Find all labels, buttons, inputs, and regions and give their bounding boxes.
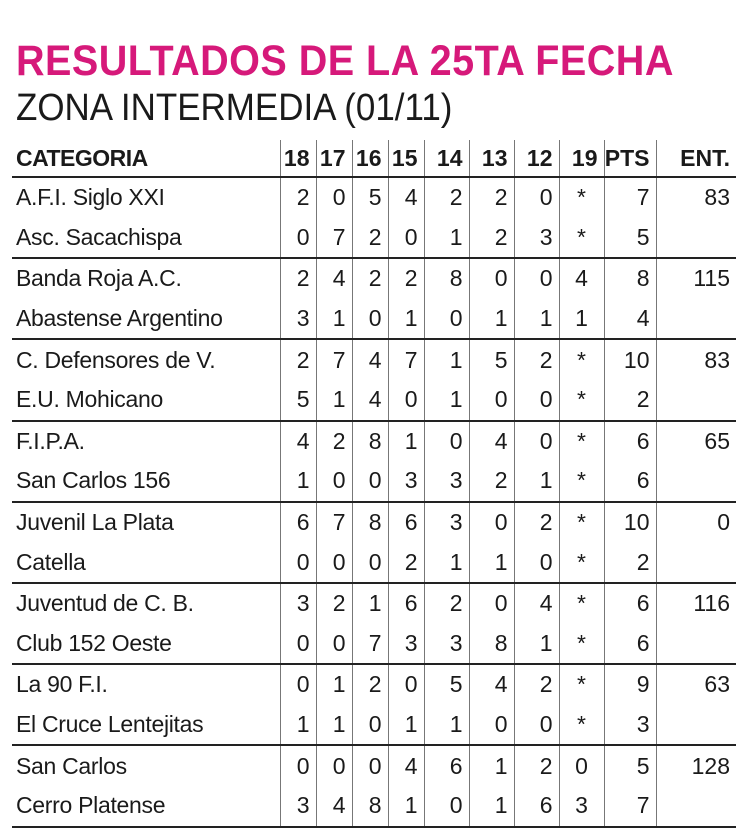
table-cell: 2: [316, 421, 352, 462]
table-cell: 0: [424, 786, 469, 827]
table-row: [12, 786, 736, 827]
table-cell: 7: [604, 786, 656, 827]
table-cell: 2: [514, 664, 559, 705]
table-row: [12, 177, 736, 218]
table-cell: 3: [280, 786, 316, 827]
table-cell: 0: [514, 177, 559, 218]
table-cell: 3: [388, 461, 424, 502]
table-cell: 7: [388, 339, 424, 380]
table-cell: 3: [424, 461, 469, 502]
table-cell: [656, 624, 736, 665]
column-header: 17: [316, 140, 352, 177]
table-cell: 0: [424, 421, 469, 462]
table-cell: 4: [352, 380, 388, 421]
table-cell: 7: [604, 177, 656, 218]
table-cell: 4: [352, 339, 388, 380]
table-cell: 0: [316, 177, 352, 218]
table-cell: 2: [604, 380, 656, 421]
team-name-cell: Abastense Argentino: [16, 305, 223, 332]
table-cell: 2: [316, 583, 352, 624]
table-cell: 0: [352, 542, 388, 583]
table-cell: 2: [424, 177, 469, 218]
table-cell: 8: [469, 624, 514, 665]
team-name-cell: San Carlos 156: [16, 467, 171, 494]
table-cell: 6: [280, 502, 316, 543]
table-row: [12, 218, 736, 259]
table-cell: 1: [316, 380, 352, 421]
table-cell: 3: [424, 502, 469, 543]
table-cell: 8: [424, 258, 469, 299]
table-cell: 3: [424, 624, 469, 665]
table-cell: 1: [388, 299, 424, 340]
table-cell: 0: [514, 258, 559, 299]
table-cell: 4: [559, 258, 604, 299]
table-cell: 0: [388, 218, 424, 259]
table-cell: 1: [514, 461, 559, 502]
table-cell: 5: [604, 218, 656, 259]
table-cell: 1: [316, 299, 352, 340]
table-cell: [656, 218, 736, 259]
table-cell: 3: [280, 583, 316, 624]
team-name-cell: La 90 F.I.: [12, 664, 280, 705]
table-cell: 0: [469, 502, 514, 543]
table-cell: [656, 705, 736, 746]
team-name-cell: Banda Roja A.C.: [12, 258, 280, 299]
table-cell: 1: [316, 664, 352, 705]
table-cell: 1: [514, 299, 559, 340]
table-cell: 2: [514, 745, 559, 786]
table-cell: 2: [604, 542, 656, 583]
table-cell: *: [559, 177, 604, 218]
table-cell: 3: [388, 624, 424, 665]
table-cell: 65: [656, 421, 736, 462]
table-cell: 6: [388, 583, 424, 624]
table-cell: 2: [469, 177, 514, 218]
table-cell: 10: [604, 339, 656, 380]
column-header: PTS: [604, 140, 656, 177]
table-cell: 1: [280, 461, 316, 502]
table-row: [12, 339, 736, 380]
table-cell: 1: [559, 299, 604, 340]
table-cell: *: [559, 705, 604, 746]
table-cell: 0: [280, 664, 316, 705]
table-row: [12, 258, 736, 299]
table-cell: 7: [352, 624, 388, 665]
table-cell: 0: [352, 299, 388, 340]
table-cell: *: [559, 664, 604, 705]
table-cell: 5: [469, 339, 514, 380]
table-row: [12, 542, 736, 583]
table-row: [12, 664, 736, 705]
column-header: 14: [424, 140, 469, 177]
table-cell: 1: [424, 380, 469, 421]
table-cell: 115: [656, 258, 736, 299]
table-cell: 0: [559, 745, 604, 786]
table-cell: 4: [388, 177, 424, 218]
team-name-cell: E.U. Mohicano: [16, 386, 163, 413]
table-cell: 2: [280, 339, 316, 380]
table-cell: 0: [316, 542, 352, 583]
team-name-cell: A.F.I. Siglo XXI: [16, 184, 165, 211]
table-cell: 3: [514, 218, 559, 259]
table-cell: 2: [469, 218, 514, 259]
column-header: 19: [559, 140, 604, 177]
column-header: 16: [352, 140, 388, 177]
table-cell: 3: [604, 705, 656, 746]
table-cell: 0: [469, 258, 514, 299]
table-cell: 0: [352, 705, 388, 746]
table-row: [12, 745, 736, 786]
table-cell: *: [559, 461, 604, 502]
table-cell: 7: [316, 502, 352, 543]
table-cell: 2: [280, 177, 316, 218]
table-cell: 2: [469, 461, 514, 502]
table-cell: 1: [388, 786, 424, 827]
table-cell: 8: [352, 421, 388, 462]
table-cell: 6: [514, 786, 559, 827]
column-header: CATEGORIA: [12, 140, 280, 177]
table-cell: 10: [604, 502, 656, 543]
table-cell: 1: [352, 583, 388, 624]
table-cell: 1: [424, 542, 469, 583]
table-cell: 1: [469, 745, 514, 786]
table-row: [12, 705, 736, 746]
column-header: ENT.: [656, 140, 736, 177]
page-subtitle: ZONA INTERMEDIA (01/11): [16, 87, 453, 129]
table-cell: 3: [559, 786, 604, 827]
table-body: [12, 177, 736, 827]
table-cell: 0: [514, 705, 559, 746]
table-cell: 5: [280, 380, 316, 421]
table-row: [12, 583, 736, 624]
table-cell: 7: [316, 339, 352, 380]
team-name-cell: C. Defensores de V.: [12, 339, 280, 380]
table-row: [12, 461, 736, 502]
table-cell: 1: [469, 786, 514, 827]
results-table: [12, 140, 736, 828]
table-cell: 4: [316, 786, 352, 827]
table-cell: 4: [514, 583, 559, 624]
team-name-cell: Catella: [16, 548, 86, 575]
team-name-cell: Asc. Sacachispa: [16, 223, 182, 250]
table-cell: 2: [352, 218, 388, 259]
column-header: 15: [388, 140, 424, 177]
table-row: [12, 421, 736, 462]
table-cell: 5: [352, 177, 388, 218]
table-cell: 0: [280, 542, 316, 583]
team-name-cell: Juventud de C. B.: [12, 583, 280, 624]
table-cell: 0: [280, 745, 316, 786]
table-cell: 6: [604, 624, 656, 665]
table-cell: 2: [424, 583, 469, 624]
table-cell: *: [559, 218, 604, 259]
table-cell: 1: [316, 705, 352, 746]
table-cell: 0: [514, 380, 559, 421]
table-cell: 0: [469, 705, 514, 746]
table-cell: 0: [656, 502, 736, 543]
table-cell: 83: [656, 339, 736, 380]
table-cell: 63: [656, 664, 736, 705]
table-header-row: [12, 140, 736, 177]
team-name-cell: Cerro Platense: [12, 786, 280, 827]
table-cell: 1: [514, 624, 559, 665]
table-cell: 128: [656, 745, 736, 786]
team-name-cell: San Carlos: [12, 745, 280, 786]
team-name-cell: Club 152 Oeste: [16, 629, 172, 656]
table-cell: 8: [352, 786, 388, 827]
table-cell: 6: [604, 461, 656, 502]
table-cell: 0: [280, 624, 316, 665]
table-cell: 1: [469, 299, 514, 340]
table-cell: [656, 542, 736, 583]
table-cell: 0: [424, 299, 469, 340]
table-cell: 2: [388, 258, 424, 299]
team-name-cell: El Cruce Lentejitas: [16, 711, 204, 738]
table-cell: 4: [316, 258, 352, 299]
column-header: 12: [514, 140, 559, 177]
table-cell: 1: [388, 421, 424, 462]
table-cell: 0: [469, 380, 514, 421]
table-cell: *: [559, 502, 604, 543]
table-cell: [656, 461, 736, 502]
table-cell: *: [559, 542, 604, 583]
table-cell: 6: [388, 502, 424, 543]
table-cell: 116: [656, 583, 736, 624]
table-cell: 0: [352, 745, 388, 786]
table-cell: 0: [316, 745, 352, 786]
table-cell: 1: [388, 705, 424, 746]
table-cell: 5: [604, 745, 656, 786]
table-cell: 5: [424, 664, 469, 705]
table-cell: 8: [352, 502, 388, 543]
table-cell: 6: [604, 421, 656, 462]
table-cell: 4: [604, 299, 656, 340]
team-name-cell: F.I.P.A.: [12, 421, 280, 462]
column-header: 13: [469, 140, 514, 177]
table-cell: 2: [514, 502, 559, 543]
table-cell: 0: [388, 380, 424, 421]
table-cell: 2: [280, 258, 316, 299]
table-cell: *: [559, 339, 604, 380]
table-cell: 2: [388, 542, 424, 583]
table-cell: 8: [604, 258, 656, 299]
table-cell: 1: [469, 542, 514, 583]
team-name-cell: Juvenil La Plata: [12, 502, 280, 543]
table-cell: 0: [316, 461, 352, 502]
table-cell: 3: [280, 299, 316, 340]
table-cell: *: [559, 624, 604, 665]
table-cell: 0: [280, 218, 316, 259]
column-header: 18: [280, 140, 316, 177]
table-row: [12, 299, 736, 340]
page-title: RESULTADOS DE LA 25TA FECHA: [16, 37, 674, 85]
table-cell: 4: [388, 745, 424, 786]
table-cell: 0: [316, 624, 352, 665]
table-row: [12, 380, 736, 421]
table-cell: 83: [656, 177, 736, 218]
table-cell: 1: [280, 705, 316, 746]
table-cell: [656, 786, 736, 827]
table-cell: 2: [352, 664, 388, 705]
table-cell: *: [559, 421, 604, 462]
table-cell: *: [559, 583, 604, 624]
table-cell: 6: [604, 583, 656, 624]
table-cell: 0: [514, 542, 559, 583]
table-cell: 0: [514, 421, 559, 462]
table-cell: 4: [469, 664, 514, 705]
table-cell: 2: [352, 258, 388, 299]
table-cell: 4: [280, 421, 316, 462]
table-cell: *: [559, 380, 604, 421]
table-row: [12, 502, 736, 543]
table-cell: 0: [352, 461, 388, 502]
table-cell: [656, 380, 736, 421]
table-cell: 1: [424, 218, 469, 259]
table-cell: 0: [469, 583, 514, 624]
table-cell: 9: [604, 664, 656, 705]
table-cell: 2: [514, 339, 559, 380]
table-cell: 7: [316, 218, 352, 259]
table-cell: 0: [388, 664, 424, 705]
table-cell: [656, 299, 736, 340]
table-row: [12, 624, 736, 665]
table-cell: 1: [424, 705, 469, 746]
table-cell: 4: [469, 421, 514, 462]
table-cell: 6: [424, 745, 469, 786]
table-cell: 1: [424, 339, 469, 380]
